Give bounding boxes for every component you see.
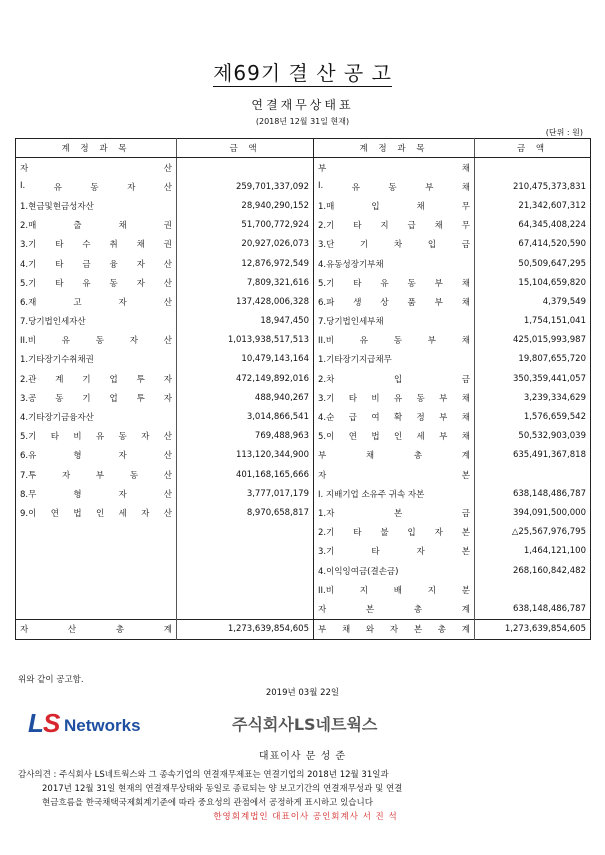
asset-account-text: 자 산 총 계 xyxy=(20,625,172,636)
liability-amount: 21,342,607,312 xyxy=(518,200,586,211)
asset-amount: 137,428,006,328 xyxy=(177,292,314,311)
asset-account-text: 6.유 형 자 산 xyxy=(20,451,172,462)
table-row xyxy=(16,158,591,178)
asset-account-text: 5.기 타 유 동 자 산 xyxy=(20,278,172,289)
liability-account xyxy=(314,196,475,215)
liability-account xyxy=(314,350,475,369)
asset-account xyxy=(16,254,177,273)
asset-amount: 401,168,165,666 xyxy=(177,465,314,484)
asset-account-text: 5.기 타 비 유 동 자 산 xyxy=(20,432,172,443)
liability-account xyxy=(314,292,475,311)
liability-account-text: 3.기 타 자 본 xyxy=(318,547,470,558)
liability-account xyxy=(314,158,475,178)
asset-account-text: 2.관 계 기 업 투 자 xyxy=(20,374,172,385)
header-amount-left: 금 액 xyxy=(177,139,314,158)
asset-account-text: 7.당기법인세자산 xyxy=(20,317,86,328)
asset-amount: 28,940,290,152 xyxy=(177,196,314,215)
company-name: 주식회사LS네트웍스 xyxy=(232,715,378,734)
liability-amount: 210,475,373,831 xyxy=(512,181,586,192)
liability-amount: 50,532,903,039 xyxy=(518,431,586,442)
table-row xyxy=(16,503,591,522)
asset-account-text: 1.현금및현금성자산 xyxy=(20,201,94,212)
liability-account-text: 1.매 입 채 무 xyxy=(318,201,470,212)
asset-account-text: 2.매 출 채 권 xyxy=(20,221,172,232)
liability-amount xyxy=(475,580,591,599)
asset-amount: 472,149,892,016 xyxy=(177,369,314,388)
ceo-signature: 대표이사 문 성 준 xyxy=(258,751,347,762)
header-account-right: 계 정 과 목 xyxy=(314,139,475,158)
liability-account xyxy=(314,254,475,273)
liability-account-text: I. 유 동 부 채 xyxy=(318,180,470,193)
asset-account xyxy=(16,561,177,580)
table-row xyxy=(16,369,591,388)
liability-amount: 3,239,334,629 xyxy=(523,392,586,403)
ls-networks-logo xyxy=(28,706,168,740)
liability-account-text: 6.파 생 상 품 부 채 xyxy=(318,297,470,308)
asset-account xyxy=(16,427,177,446)
asset-amount: 18,947,450 xyxy=(177,312,314,331)
liability-account-text: II.비 유 동 부 채 xyxy=(318,336,470,347)
liability-amount: 350,359,441,057 xyxy=(512,373,586,384)
asset-amount: 3,014,866,541 xyxy=(177,407,314,426)
asset-amount: 769,488,963 xyxy=(177,427,314,446)
asset-account xyxy=(16,350,177,369)
asset-amount: 113,120,344,900 xyxy=(177,446,314,465)
liability-account-text: 2.기 타 불 입 자 본 xyxy=(318,528,470,539)
table-row xyxy=(16,580,591,599)
asset-account-text: 6.재 고 자 산 xyxy=(20,297,172,308)
table-row xyxy=(16,561,591,580)
table-row xyxy=(16,599,591,619)
liability-account-text: 7.당기법인세부채 xyxy=(318,317,384,328)
liability-amount: 1,754,151,041 xyxy=(523,316,586,327)
liability-account-text: II.비 지 배 지 분 xyxy=(318,585,470,596)
asset-account xyxy=(16,388,177,407)
liability-amount: △25,567,976,795 xyxy=(511,527,586,538)
liability-account xyxy=(314,331,475,350)
table-row xyxy=(16,331,591,350)
liability-account-text: 부 채 와 자 본 총 계 xyxy=(318,625,470,636)
liability-amount xyxy=(475,465,591,484)
asset-account-text: 1.기타장기수취채권 xyxy=(20,355,94,366)
liability-amount: 1,273,639,854,605 xyxy=(475,619,591,639)
asset-amount xyxy=(177,542,314,561)
table-row xyxy=(16,465,591,484)
asset-account xyxy=(16,331,177,350)
asset-account-text: 3.공 동 기 업 투 자 xyxy=(20,393,172,404)
balance-sheet-table xyxy=(15,138,591,640)
liability-account xyxy=(314,388,475,407)
asset-account xyxy=(16,158,177,178)
liability-account-text: 자 본 xyxy=(318,470,470,481)
liability-amount: 4,379,549 xyxy=(542,296,586,307)
liability-account-text: 5.이 연 법 인 세 부 채 xyxy=(318,432,470,443)
liability-account xyxy=(314,312,475,331)
asset-amount xyxy=(177,158,314,178)
asset-account xyxy=(16,196,177,215)
asset-amount: 12,876,972,549 xyxy=(177,254,314,273)
asset-account-text: I. 유 동 자 산 xyxy=(20,180,172,193)
asset-account-text: II.비 유 동 자 산 xyxy=(20,336,172,347)
liability-amount: 635,491,367,818 xyxy=(512,450,586,461)
page-title: 제69기 결 산 공 고 xyxy=(213,61,392,85)
liability-account xyxy=(314,407,475,426)
liability-account-text: 2.차 입 금 xyxy=(318,374,470,385)
asset-amount: 1,013,938,517,513 xyxy=(177,331,314,350)
asset-account xyxy=(16,503,177,522)
table-row xyxy=(16,427,591,446)
liability-account-text: 4.이익잉여금(결손금) xyxy=(318,566,399,577)
asset-amount: 488,940,267 xyxy=(177,388,314,407)
audit-opinion xyxy=(18,768,593,824)
liability-amount: 19,807,655,720 xyxy=(518,354,586,365)
asset-account-text: 8.무 형 자 산 xyxy=(20,489,172,500)
liability-account xyxy=(314,216,475,235)
liability-amount: 67,414,520,590 xyxy=(518,239,586,250)
asset-account-text: 4.기 타 금 융 자 산 xyxy=(20,259,172,270)
liability-amount xyxy=(475,158,591,178)
asset-amount: 51,700,772,924 xyxy=(177,216,314,235)
table-row xyxy=(16,388,591,407)
liability-amount: 64,345,408,224 xyxy=(518,220,586,231)
liability-account xyxy=(314,484,475,503)
liability-account xyxy=(314,599,475,619)
table-row xyxy=(16,196,591,215)
liability-account-text: 4.순 급 여 확 정 부 채 xyxy=(318,413,470,424)
svg-text:L: L xyxy=(28,708,44,738)
asset-amount xyxy=(177,561,314,580)
asset-amount: 7,809,321,616 xyxy=(177,273,314,292)
liability-account xyxy=(314,561,475,580)
asset-account xyxy=(16,542,177,561)
asset-amount xyxy=(177,523,314,542)
table-row xyxy=(16,292,591,311)
liability-account-text: I. 지배기업 소유주 귀속 자본 xyxy=(318,489,425,500)
liability-account-text: 1.기타장기지급채무 xyxy=(318,355,392,366)
asset-account xyxy=(16,177,177,196)
liability-amount: 268,160,842,482 xyxy=(512,565,586,576)
asset-account xyxy=(16,599,177,619)
asset-account xyxy=(16,292,177,311)
liability-amount: 1,576,659,542 xyxy=(523,412,586,423)
liability-account-text: 부 채 xyxy=(318,163,470,174)
liability-account-text: 2.기 타 지 급 채 무 xyxy=(318,221,470,232)
table-row xyxy=(16,273,591,292)
liability-account xyxy=(314,273,475,292)
asset-amount xyxy=(177,599,314,619)
liability-account xyxy=(314,542,475,561)
liability-account-text: 1.자 본 금 xyxy=(318,508,470,519)
svg-text:Networks: Networks xyxy=(64,716,141,735)
table-row xyxy=(16,350,591,369)
liability-account xyxy=(314,465,475,484)
table-row xyxy=(16,177,591,196)
auditor-name: 한영회계법인 대표이사 공인회계사 서 진 석 xyxy=(213,812,398,822)
liability-account xyxy=(314,235,475,254)
audit-line-1: 감사의견 : 주식회사 LS네트웍스와 그 종속기업의 연결재무제표는 연결기업의 2018년 12월 31일과 xyxy=(18,770,389,780)
liability-account xyxy=(314,503,475,522)
table-row xyxy=(16,216,591,235)
table-header xyxy=(16,139,591,158)
asset-account xyxy=(16,523,177,542)
table-row xyxy=(16,312,591,331)
liability-account-text: 부 채 총 계 xyxy=(318,451,470,462)
liability-amount: 50,509,647,295 xyxy=(518,258,586,269)
asset-amount: 10,479,143,164 xyxy=(177,350,314,369)
liability-account-text: 5.기 타 유 동 부 채 xyxy=(318,278,470,289)
asset-account-text: 9.이 연 법 인 세 자 산 xyxy=(20,508,172,519)
notice-date: 2019년 03월 22일 xyxy=(265,688,340,698)
table-row xyxy=(16,446,591,465)
liability-amount: 425,015,993,987 xyxy=(512,335,586,346)
asset-account xyxy=(16,312,177,331)
asset-amount: 3,777,017,179 xyxy=(177,484,314,503)
svg-text:S: S xyxy=(43,708,61,738)
asset-amount xyxy=(177,580,314,599)
asset-account xyxy=(16,216,177,235)
asset-account xyxy=(16,446,177,465)
asset-account xyxy=(16,407,177,426)
asset-amount: 1,273,639,854,605 xyxy=(177,619,314,639)
liability-account xyxy=(314,619,475,639)
liability-account-text: 자 본 총 계 xyxy=(318,604,470,615)
liability-account-text: 4.유동성장기부채 xyxy=(318,259,384,270)
statement-date: (2018년 12월 31일 현재) xyxy=(255,117,350,126)
audit-line-3: 현금흐름을 한국채택국제회계기준에 따라 중요성의 관점에서 공정하게 표시하고 있습니다 xyxy=(42,798,373,808)
audit-line-2: 2017년 12월 31일 현재의 연결재무상태와 동일로 종료되는 양 보고기간의 연결재무성과 및 연결 xyxy=(42,784,403,794)
liability-account xyxy=(314,177,475,196)
asset-account-text: 3.기 타 수 취 채 권 xyxy=(20,240,172,251)
asset-account xyxy=(16,369,177,388)
asset-account xyxy=(16,619,177,639)
liability-account xyxy=(314,427,475,446)
liability-amount: 638,148,486,787 xyxy=(512,488,586,499)
table-row xyxy=(16,523,591,542)
asset-account xyxy=(16,235,177,254)
notice-text: 위와 같이 공고함. xyxy=(18,675,84,685)
asset-amount: 20,927,026,073 xyxy=(177,235,314,254)
liability-account-text: 3.단 기 차 입 금 xyxy=(318,240,470,251)
asset-amount: 259,701,337,092 xyxy=(177,177,314,196)
asset-account xyxy=(16,465,177,484)
asset-account-text: 7.투 자 부 동 산 xyxy=(20,470,172,481)
header-amount-right: 금 액 xyxy=(475,139,591,158)
header-account-left: 계 정 과 목 xyxy=(16,139,177,158)
table-row xyxy=(16,484,591,503)
asset-account xyxy=(16,484,177,503)
liability-amount: 394,091,500,000 xyxy=(512,507,586,518)
asset-account-text: 4.기타장기금융자산 xyxy=(20,413,94,424)
liability-account xyxy=(314,580,475,599)
table-row xyxy=(16,407,591,426)
liability-account xyxy=(314,446,475,465)
table-row xyxy=(16,619,591,639)
asset-account xyxy=(16,580,177,599)
statement-title: 연결재무상태표 xyxy=(251,98,354,112)
table-row xyxy=(16,235,591,254)
asset-account-text: 자 산 xyxy=(20,163,172,174)
liability-account-text: 3.기 타 비 유 동 부 채 xyxy=(318,393,470,404)
liability-amount: 1,464,121,100 xyxy=(523,546,586,557)
asset-amount: 8,970,658,817 xyxy=(177,503,314,522)
liability-account xyxy=(314,369,475,388)
liability-account xyxy=(314,523,475,542)
liability-amount: 638,148,486,787 xyxy=(512,603,586,614)
table-row xyxy=(16,542,591,561)
table-row xyxy=(16,254,591,273)
asset-account xyxy=(16,273,177,292)
unit-label: (단위 : 원) xyxy=(545,128,583,137)
liability-amount: 15,104,659,820 xyxy=(518,277,586,288)
